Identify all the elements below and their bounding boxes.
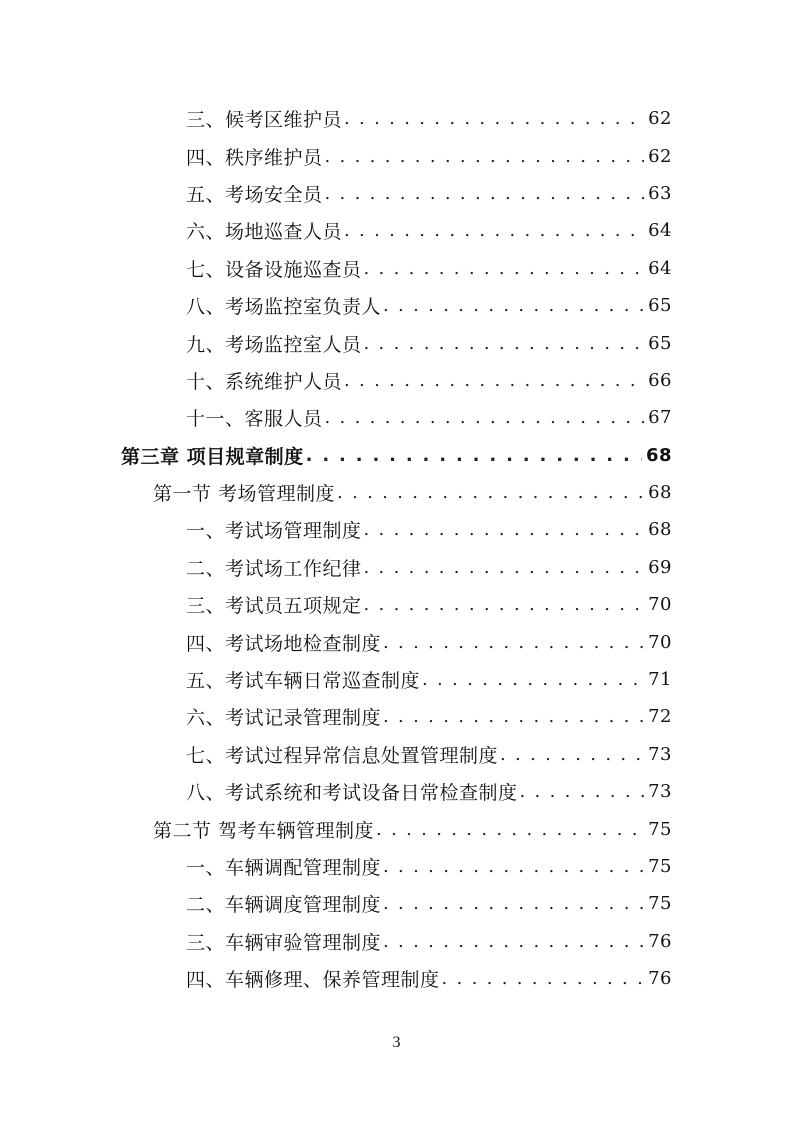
toc-entry-label: 十一、客服人员 — [186, 408, 323, 431]
toc-entry-label: 一、考试场管理制度 — [186, 520, 362, 543]
toc-entry[interactable] — [0, 773, 793, 810]
toc-entry[interactable] — [0, 698, 793, 735]
toc-entry-page: 68 — [648, 482, 672, 504]
toc-entry[interactable] — [0, 175, 793, 212]
toc-entry[interactable] — [0, 923, 793, 960]
toc-entry[interactable] — [0, 848, 793, 885]
toc-entry-page: 75 — [648, 856, 672, 877]
toc-dot-leader — [325, 146, 645, 167]
toc-entry-label: 二、车辆调度管理制度 — [186, 894, 382, 917]
toc-dot-leader — [344, 370, 644, 391]
toc-section-entry[interactable] — [0, 474, 793, 511]
toc-entry-label: 第二节 驾考车辆管理制度 — [153, 819, 375, 842]
toc-dot-leader — [383, 295, 644, 316]
toc-entry-page: 71 — [648, 669, 672, 691]
toc-dot-leader — [383, 893, 644, 914]
toc-entry-label: 三、车辆审验管理制度 — [186, 931, 382, 954]
toc-dot-leader — [442, 968, 645, 989]
toc-dot-leader — [383, 856, 644, 877]
toc-entry[interactable] — [0, 586, 793, 623]
toc-chapter-entry[interactable] — [0, 437, 793, 474]
toc-entry-label: 七、考试过程异常信息处置管理制度 — [186, 744, 499, 767]
toc-entry-label: 三、考试员五项规定 — [186, 595, 362, 618]
toc-entry-label: 六、场地巡查人员 — [186, 221, 343, 244]
toc-entry-page: 73 — [648, 743, 672, 765]
toc-entry-page: 64 — [648, 257, 672, 279]
toc-entry[interactable] — [0, 661, 793, 698]
toc-entry[interactable] — [0, 100, 793, 137]
toc-entry-label: 第一节 考场管理制度 — [153, 483, 336, 506]
toc-dot-leader — [500, 744, 644, 765]
toc-entry-page: 65 — [648, 332, 672, 354]
toc-entry[interactable] — [0, 212, 793, 249]
page-number: 3 — [392, 1034, 401, 1051]
table-of-contents — [0, 100, 793, 997]
toc-entry[interactable] — [0, 511, 793, 548]
toc-dot-leader — [364, 333, 645, 354]
toc-entry[interactable] — [0, 250, 793, 287]
toc-entry-page: 75 — [648, 818, 672, 840]
toc-entry-page: 73 — [648, 781, 672, 803]
toc-entry[interactable] — [0, 736, 793, 773]
toc-entry[interactable] — [0, 960, 793, 997]
toc-entry-label: 二、考试场工作纪律 — [186, 557, 362, 580]
toc-section-entry[interactable] — [0, 810, 793, 847]
toc-entry[interactable] — [0, 287, 793, 324]
toc-entry[interactable] — [0, 399, 793, 436]
toc-dot-leader — [337, 482, 644, 503]
toc-entry-label: 一、车辆调配管理制度 — [186, 857, 382, 879]
toc-dot-leader — [344, 108, 644, 129]
toc-entry-label: 八、考试系统和考试设备日常检查制度 — [186, 782, 518, 805]
toc-dot-leader — [364, 594, 645, 615]
toc-entry[interactable] — [0, 324, 793, 361]
toc-entry-page: 67 — [648, 407, 672, 429]
toc-entry-label: 九、考场监控室人员 — [186, 333, 362, 356]
toc-entry-label: 八、考场监控室负责人 — [186, 296, 382, 319]
toc-dot-leader — [325, 407, 645, 428]
toc-dot-leader — [383, 706, 644, 727]
toc-entry-label: 四、考试场地检查制度 — [186, 632, 382, 655]
toc-entry-page: 64 — [648, 220, 672, 242]
toc-entry-page: 63 — [648, 182, 672, 204]
toc-entry-page: 70 — [648, 631, 672, 653]
toc-entry-label: 七、设备设施巡查员 — [186, 258, 362, 281]
toc-entry-page: 70 — [648, 594, 672, 616]
toc-entry[interactable] — [0, 623, 793, 660]
toc-entry[interactable] — [0, 362, 793, 399]
toc-entry-label: 十、系统维护人员 — [186, 370, 343, 393]
toc-entry-page: 76 — [648, 930, 672, 952]
toc-entry-page: 62 — [648, 145, 672, 167]
toc-entry-label: 第三章 项目规章制度 — [121, 445, 304, 468]
toc-entry-label: 四、车辆修理、保养管理制度 — [186, 969, 440, 992]
toc-dot-leader — [344, 220, 644, 241]
toc-entry-label: 六、考试记录管理制度 — [186, 707, 382, 730]
toc-entry[interactable] — [0, 137, 793, 174]
toc-dot-leader — [422, 669, 644, 690]
toc-entry-page: 75 — [648, 893, 672, 915]
toc-dot-leader — [364, 258, 645, 279]
toc-dot-leader — [383, 931, 644, 952]
toc-entry-page: 66 — [648, 369, 672, 391]
toc-entry-label: 四、秩序维护员 — [186, 146, 323, 169]
toc-dot-leader — [364, 519, 645, 540]
toc-dot-leader — [325, 183, 645, 204]
toc-entry[interactable] — [0, 549, 793, 586]
toc-entry-page: 68 — [645, 444, 672, 466]
toc-entry-page: 76 — [648, 968, 672, 990]
toc-entry[interactable] — [0, 885, 793, 922]
toc-entry-page: 72 — [648, 706, 672, 728]
toc-entry-label: 三、候考区维护员 — [186, 109, 343, 132]
toc-entry-page: 62 — [648, 108, 672, 130]
toc-dot-leader — [376, 819, 644, 840]
toc-entry-label: 五、考试车辆日常巡查制度 — [186, 670, 421, 693]
toc-dot-leader — [520, 781, 645, 802]
toc-dot-leader — [306, 445, 642, 466]
toc-entry-page: 68 — [648, 519, 672, 541]
toc-dot-leader — [383, 632, 644, 653]
toc-entry-page: 65 — [648, 295, 672, 317]
toc-dot-leader — [364, 557, 645, 578]
toc-entry-label: 五、考场安全员 — [186, 183, 323, 206]
toc-entry-page: 69 — [648, 556, 672, 578]
